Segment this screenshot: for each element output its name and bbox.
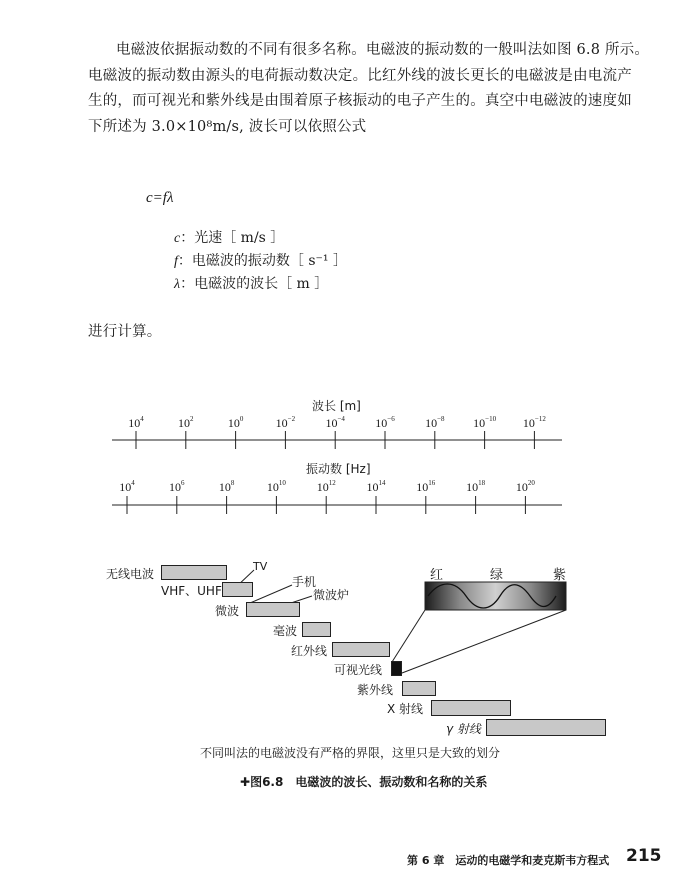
figure-note: 不同叫法的电磁波没有严格的界限，这里只是大致的划分 (200, 746, 501, 760)
frequency-tick-label: $10^{20}$ (515, 479, 535, 494)
microwave-oven-label: 微波炉 (313, 588, 350, 602)
wavelength-axis-title: 波长 [m] (312, 399, 361, 413)
wavelength-tick-label: $10^2$ (178, 415, 194, 430)
spectrum-zoom-line-bottom (402, 610, 566, 673)
band-label-millimeter: 毫波 (273, 624, 298, 638)
band-label-vhf-uhf: VHF、UHF (161, 584, 222, 598)
frequency-tick-label: $10^4$ (119, 479, 135, 494)
band-microwave (246, 602, 300, 617)
definition-symbol: λ (174, 277, 181, 292)
frequency-tick-label: $10^{10}$ (266, 479, 286, 494)
band-ultraviolet (402, 681, 436, 696)
band-xray (431, 700, 511, 716)
frequency-tick-label: $10^{12}$ (316, 479, 336, 494)
frequency-tick-label: $10^6$ (169, 479, 185, 494)
definition-text: ：光速［ m/s ］ (180, 230, 285, 246)
phone-label: 手机 (292, 575, 317, 589)
page-number: 215 (626, 846, 662, 866)
running-footer-chapter: 第 6 章 运动的电磁学和麦克斯韦方程式 (407, 854, 610, 867)
phone-pointer-line (250, 585, 292, 603)
wavelength-tick-label: $10^{-4}$ (325, 415, 345, 430)
band-label-gamma: γ 射线 (446, 722, 481, 736)
band-label-ultraviolet: 紫外线 (357, 683, 394, 697)
definition-symbol: f (174, 254, 178, 269)
wavelength-tick-label: $10^{-12}$ (522, 415, 546, 430)
wavelength-tick-label: $10^{-6}$ (375, 415, 395, 430)
definition-text: ：电磁波的振动数［ s⁻¹ ］ (177, 253, 347, 269)
frequency-tick-label: $10^{18}$ (466, 479, 486, 494)
spectrum-green-label: 绿 (490, 568, 504, 583)
paragraph-line: 下所述为 3.0×10⁸m/s, 波长可以依照公式 (88, 118, 367, 135)
definition-text: ：电磁波的波长［ m ］ (180, 276, 329, 292)
band-gamma (486, 719, 606, 736)
band-label-radio: 无线电波 (106, 567, 155, 581)
wavelength-tick-label: $10^0$ (227, 415, 244, 430)
band-label-xray: X 射线 (387, 702, 424, 716)
frequency-tick-label: $10^{14}$ (366, 479, 386, 494)
band-millimeter (302, 622, 331, 637)
wavelength-tick-label: $10^{-2}$ (275, 415, 296, 430)
spectrum-zoom-line-top (392, 610, 425, 662)
tv-label: TV (253, 560, 268, 573)
paragraph-line: 电磁波的振动数由源头的电荷振动数决定。比红外线的波长更长的电磁波是由电流产 (88, 67, 632, 84)
band-visible (391, 661, 402, 676)
spectrum-violet-label: 紫 (553, 568, 567, 583)
band-radio (161, 565, 227, 580)
frequency-tick-label: $10^8$ (218, 479, 235, 494)
band-label-microwave: 微波 (215, 604, 240, 618)
definition-symbol: c (174, 231, 181, 246)
band-infrared (332, 642, 390, 657)
wavelength-tick-label: $10^{-10}$ (473, 415, 497, 430)
wavelength-tick-label: $10^{-8}$ (425, 415, 445, 430)
caption-marker-icon: ✚ (240, 775, 251, 789)
frequency-tick-label: $10^{16}$ (416, 479, 436, 494)
paragraph-line: 电磁波依据振动数的不同有很多名称。电磁波的振动数的一般叫法如图 6.8 所示。 (116, 42, 650, 58)
spectrum-red-label: 红 (430, 568, 444, 583)
figure-caption (240, 773, 487, 790)
caption-text: 图6.8 电磁波的波长、振动数和名称的关系 (250, 775, 488, 789)
band-label-visible: 可视光线 (334, 663, 383, 677)
frequency-axis-title: 振动数 [Hz] (306, 462, 371, 476)
band-label-infrared: 红外线 (291, 644, 328, 658)
band-vhf-uhf (222, 582, 253, 597)
wavelength-tick-label: $10^4$ (128, 415, 144, 430)
paragraph-line: 进行计算。 (88, 324, 162, 340)
formula: c=fλ (146, 190, 174, 206)
paragraph-line: 生的，而可视光和紫外线是由围着原子核振动的电子产生的。真空中电磁波的速度如 (88, 93, 632, 109)
